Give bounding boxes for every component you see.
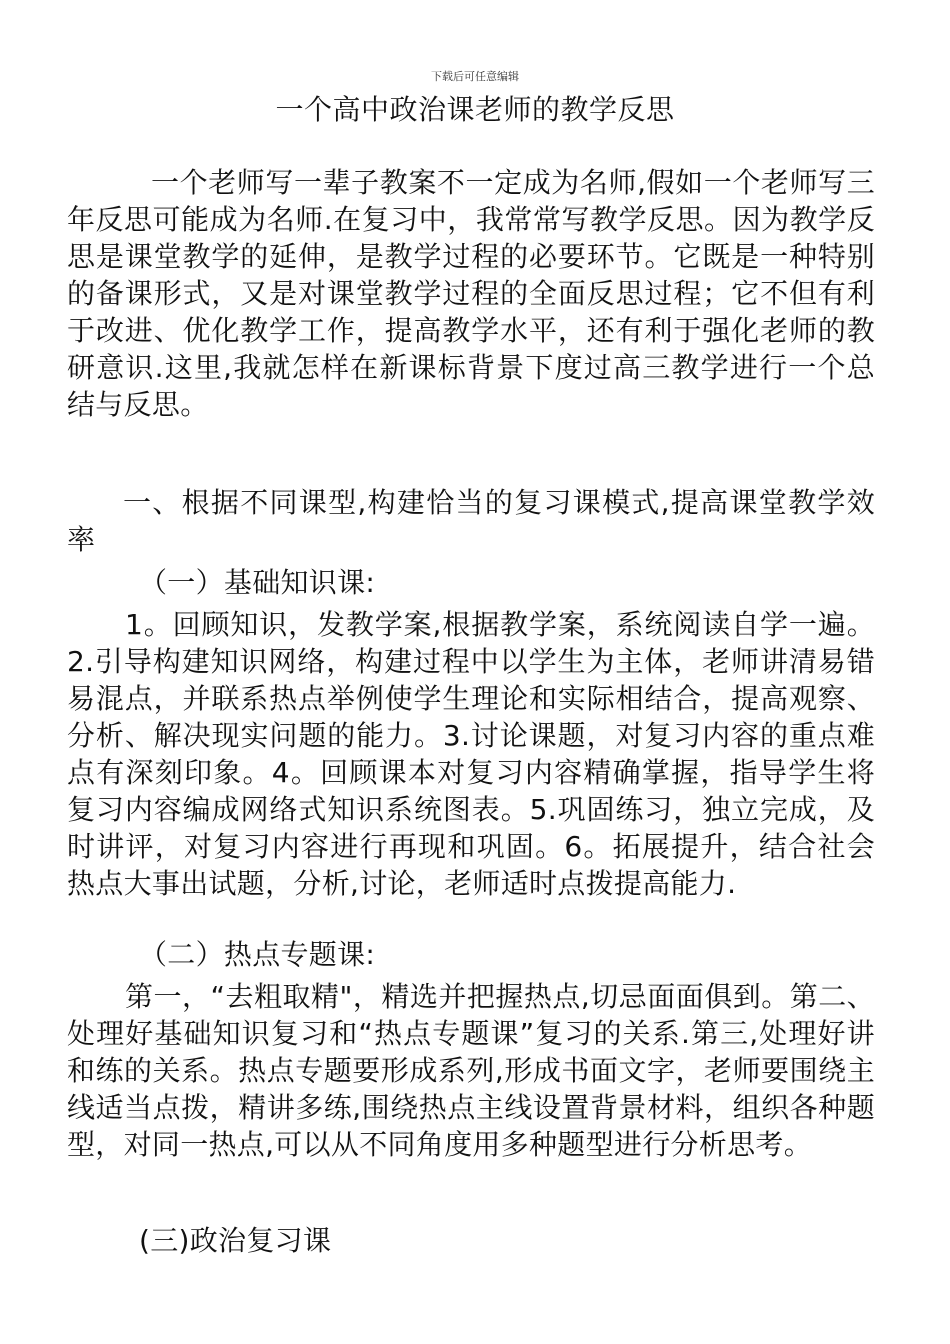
intro-paragraph: 一个老师写一辈子教案不一定成为名师,假如一个老师写三年反思可能成为名师.在复习中，我常常写教学反思。因为教学反思是课堂教学的延伸，是教学过程的必要环节。它既是一种特别的备课形式，又是对课堂教学过程的全面反思过程；它不但有利于改进、优化教学工作，提高教学水平，还有利于强化老师的教研意识.这里,我就怎样在新课标背景下度过高三教学进行一个总结与反思。 bbox=[67, 166, 875, 421]
download-note: 下载后可任意编辑 bbox=[431, 70, 519, 83]
subsection-2-paragraph: 第一，“去粗取精"，精选并把握热点,切忌面面俱到。第二、处理好基础知识复习和“热点专题课”复习的关系.第三,处理好讲和练的关系。热点专题要形成系列,形成书面文字，老师要围绕主线适当点拨，精讲多练,围绕热点主线设置背景材料，组织各种题型，对同一热点,可以从不同角度用多种题型进行分析思考。 bbox=[67, 980, 875, 1161]
subsection-3-heading: (三)政治复习课 bbox=[139, 1224, 332, 1257]
document-title: 一个高中政治课老师的教学反思 bbox=[275, 93, 675, 126]
subsection-2-heading: （二）热点专题课: bbox=[139, 938, 376, 971]
subsection-1-paragraph: 1。回顾知识，发教学案,根据教学案，系统阅读自学一遍。2.引导构建知识网络，构建过程中以学生为主体，老师讲清易错易混点，并联系热点举例使学生理论和实际相结合，提高观察、分析、解决现实问题的能力。3.讨论课题，对复习内容的重点难点有深刻印象。4。回顾课本对复习内容精确掌握，指导学生将复习内容编成网络式知识系统图表。5.巩固练习，独立完成，及时讲评，对复习内容进行再现和巩固。6。拓展提升，结合社会热点大事出试题，分析,讨论，老师适时点拨提高能力. bbox=[67, 608, 875, 900]
subsection-1-heading: （一）基础知识课: bbox=[139, 566, 376, 599]
section-1-heading: 一、根据不同课型,构建恰当的复习课模式,提高课堂教学效率 bbox=[67, 486, 875, 556]
